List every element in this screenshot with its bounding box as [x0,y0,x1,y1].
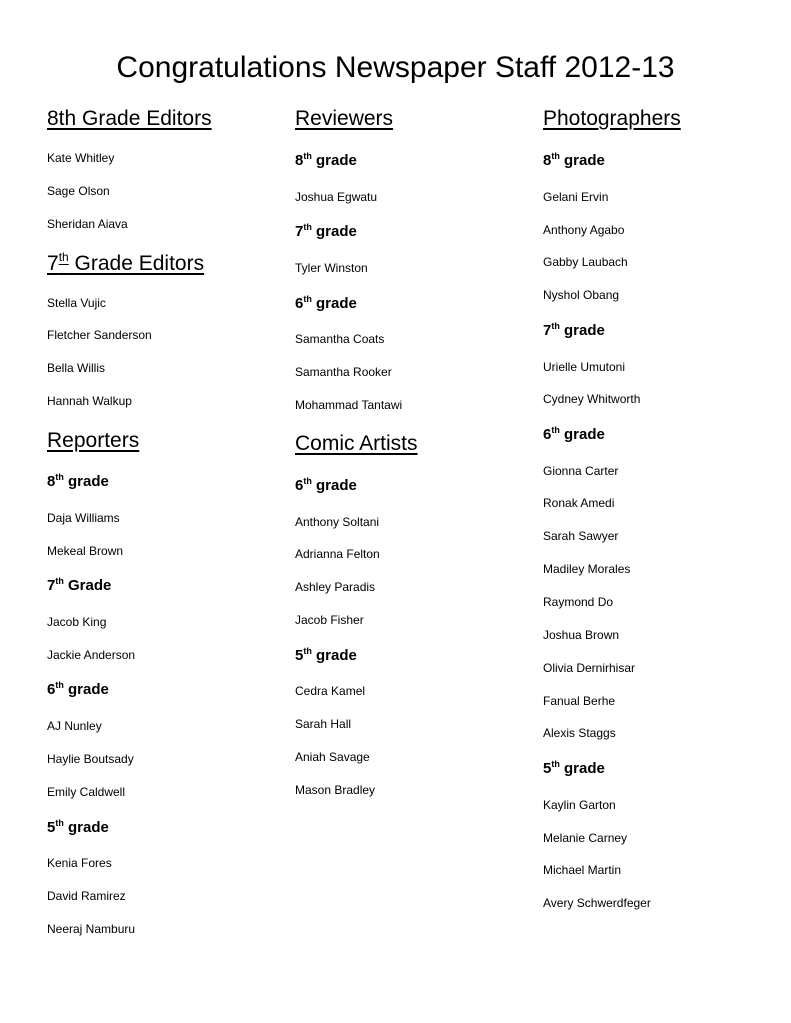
name-item: Hannah Walkup [47,394,132,408]
name-item: Aniah Savage [295,750,370,764]
grade-subheading-5th: 5th grade [47,818,109,836]
name-item: Fanual Berhe [543,694,616,708]
name-item: Madiley Morales [543,562,631,576]
heading-text: Grade Editors [74,252,205,275]
grade-subheading-6th: 6th grade [295,476,357,494]
name-item: Raymond Do [543,595,614,609]
name-item: Anthony Soltani [295,515,380,529]
name-item: Mekeal Brown [47,544,124,558]
name-item: Kate Whitley [47,151,115,165]
section-heading-reporters: Reporters [47,429,140,452]
name-item: Kaylin Garton [543,798,616,812]
grade-subheading-5th: 5th grade [543,759,605,777]
grade-subheading-8th: 8th grade [295,151,357,169]
grade-subheading-7th: 7th grade [295,222,357,240]
name-item: Olivia Dernirhisar [543,661,636,675]
section-heading-reviewers: Reviewers [295,107,394,130]
name-item: Cydney Whitworth [543,392,641,406]
grade-subheading-8th: 8th grade [543,151,605,169]
section-heading-photographers: Photographers [543,107,681,130]
name-item: Mohammad Tantawi [295,398,403,412]
name-item: Jacob Fisher [295,613,364,627]
name-item: Ronak Amedi [543,496,615,510]
name-item: Sarah Hall [295,717,352,731]
name-item: Avery Schwerdfeger [543,896,651,910]
name-item: Stella Vujic [47,296,106,310]
grade-subheading-6th: 6th grade [295,294,357,312]
name-item: Haylie Boutsady [47,752,134,766]
heading-number: 7 [47,252,59,275]
grade-subheading-6th: 6th grade [47,680,109,698]
name-item: Urielle Umutoni [543,360,626,374]
section-heading-comic-artists: Comic Artists [295,432,418,455]
name-item: Joshua Brown [543,628,620,642]
grade-subheading-8th: 8th grade [47,472,109,490]
grade-subheading-7th: 7th grade [543,321,605,339]
grade-subheading-6th: 6th grade [543,425,605,443]
grade-subheading-5th: 5th grade [295,646,357,664]
name-item: Tyler Winston [295,261,368,275]
name-item: Ashley Paradis [295,580,376,594]
name-item: Jackie Anderson [47,648,136,662]
name-item: Daja Williams [47,511,120,525]
name-item: Anthony Agabo [543,223,625,237]
name-item: Bella Willis [47,361,106,375]
name-item: Gionna Carter [543,464,619,478]
grade-subheading-7th: 7th Grade [47,576,112,594]
name-item: Fletcher Sanderson [47,328,152,342]
name-item: Samantha Rooker [295,365,392,379]
name-item: Sage Olson [47,184,110,198]
name-item: Sheridan Aiava [47,217,128,231]
ordinal-suffix: th [58,250,69,264]
name-item: Emily Caldwell [47,785,126,799]
name-item: AJ Nunley [47,719,102,733]
name-item: Neeraj Namburu [47,922,136,936]
name-item: Michael Martin [543,863,622,877]
name-item: Alexis Staggs [543,726,616,740]
name-item: Adrianna Felton [295,547,380,561]
name-item: David Ramirez [47,889,126,903]
name-item: Jacob King [47,615,107,629]
name-item: Cedra Kamel [295,684,366,698]
page-title: Congratulations Newspaper Staff 2012-13 [116,51,675,84]
name-item: Kenia Fores [47,856,112,870]
name-item: Gabby Laubach [543,255,628,269]
name-item: Sarah Sawyer [543,529,619,543]
name-item: Gelani Ervin [543,190,609,204]
section-heading-7th-grade-editors [47,252,204,276]
name-item: Samantha Coats [295,332,385,346]
name-item: Joshua Egwatu [295,190,378,204]
name-item: Mason Bradley [295,783,376,797]
section-heading-8th-grade-editors: 8th Grade Editors [47,107,212,130]
name-item: Melanie Carney [543,831,628,845]
name-item: Nyshol Obang [543,288,620,302]
